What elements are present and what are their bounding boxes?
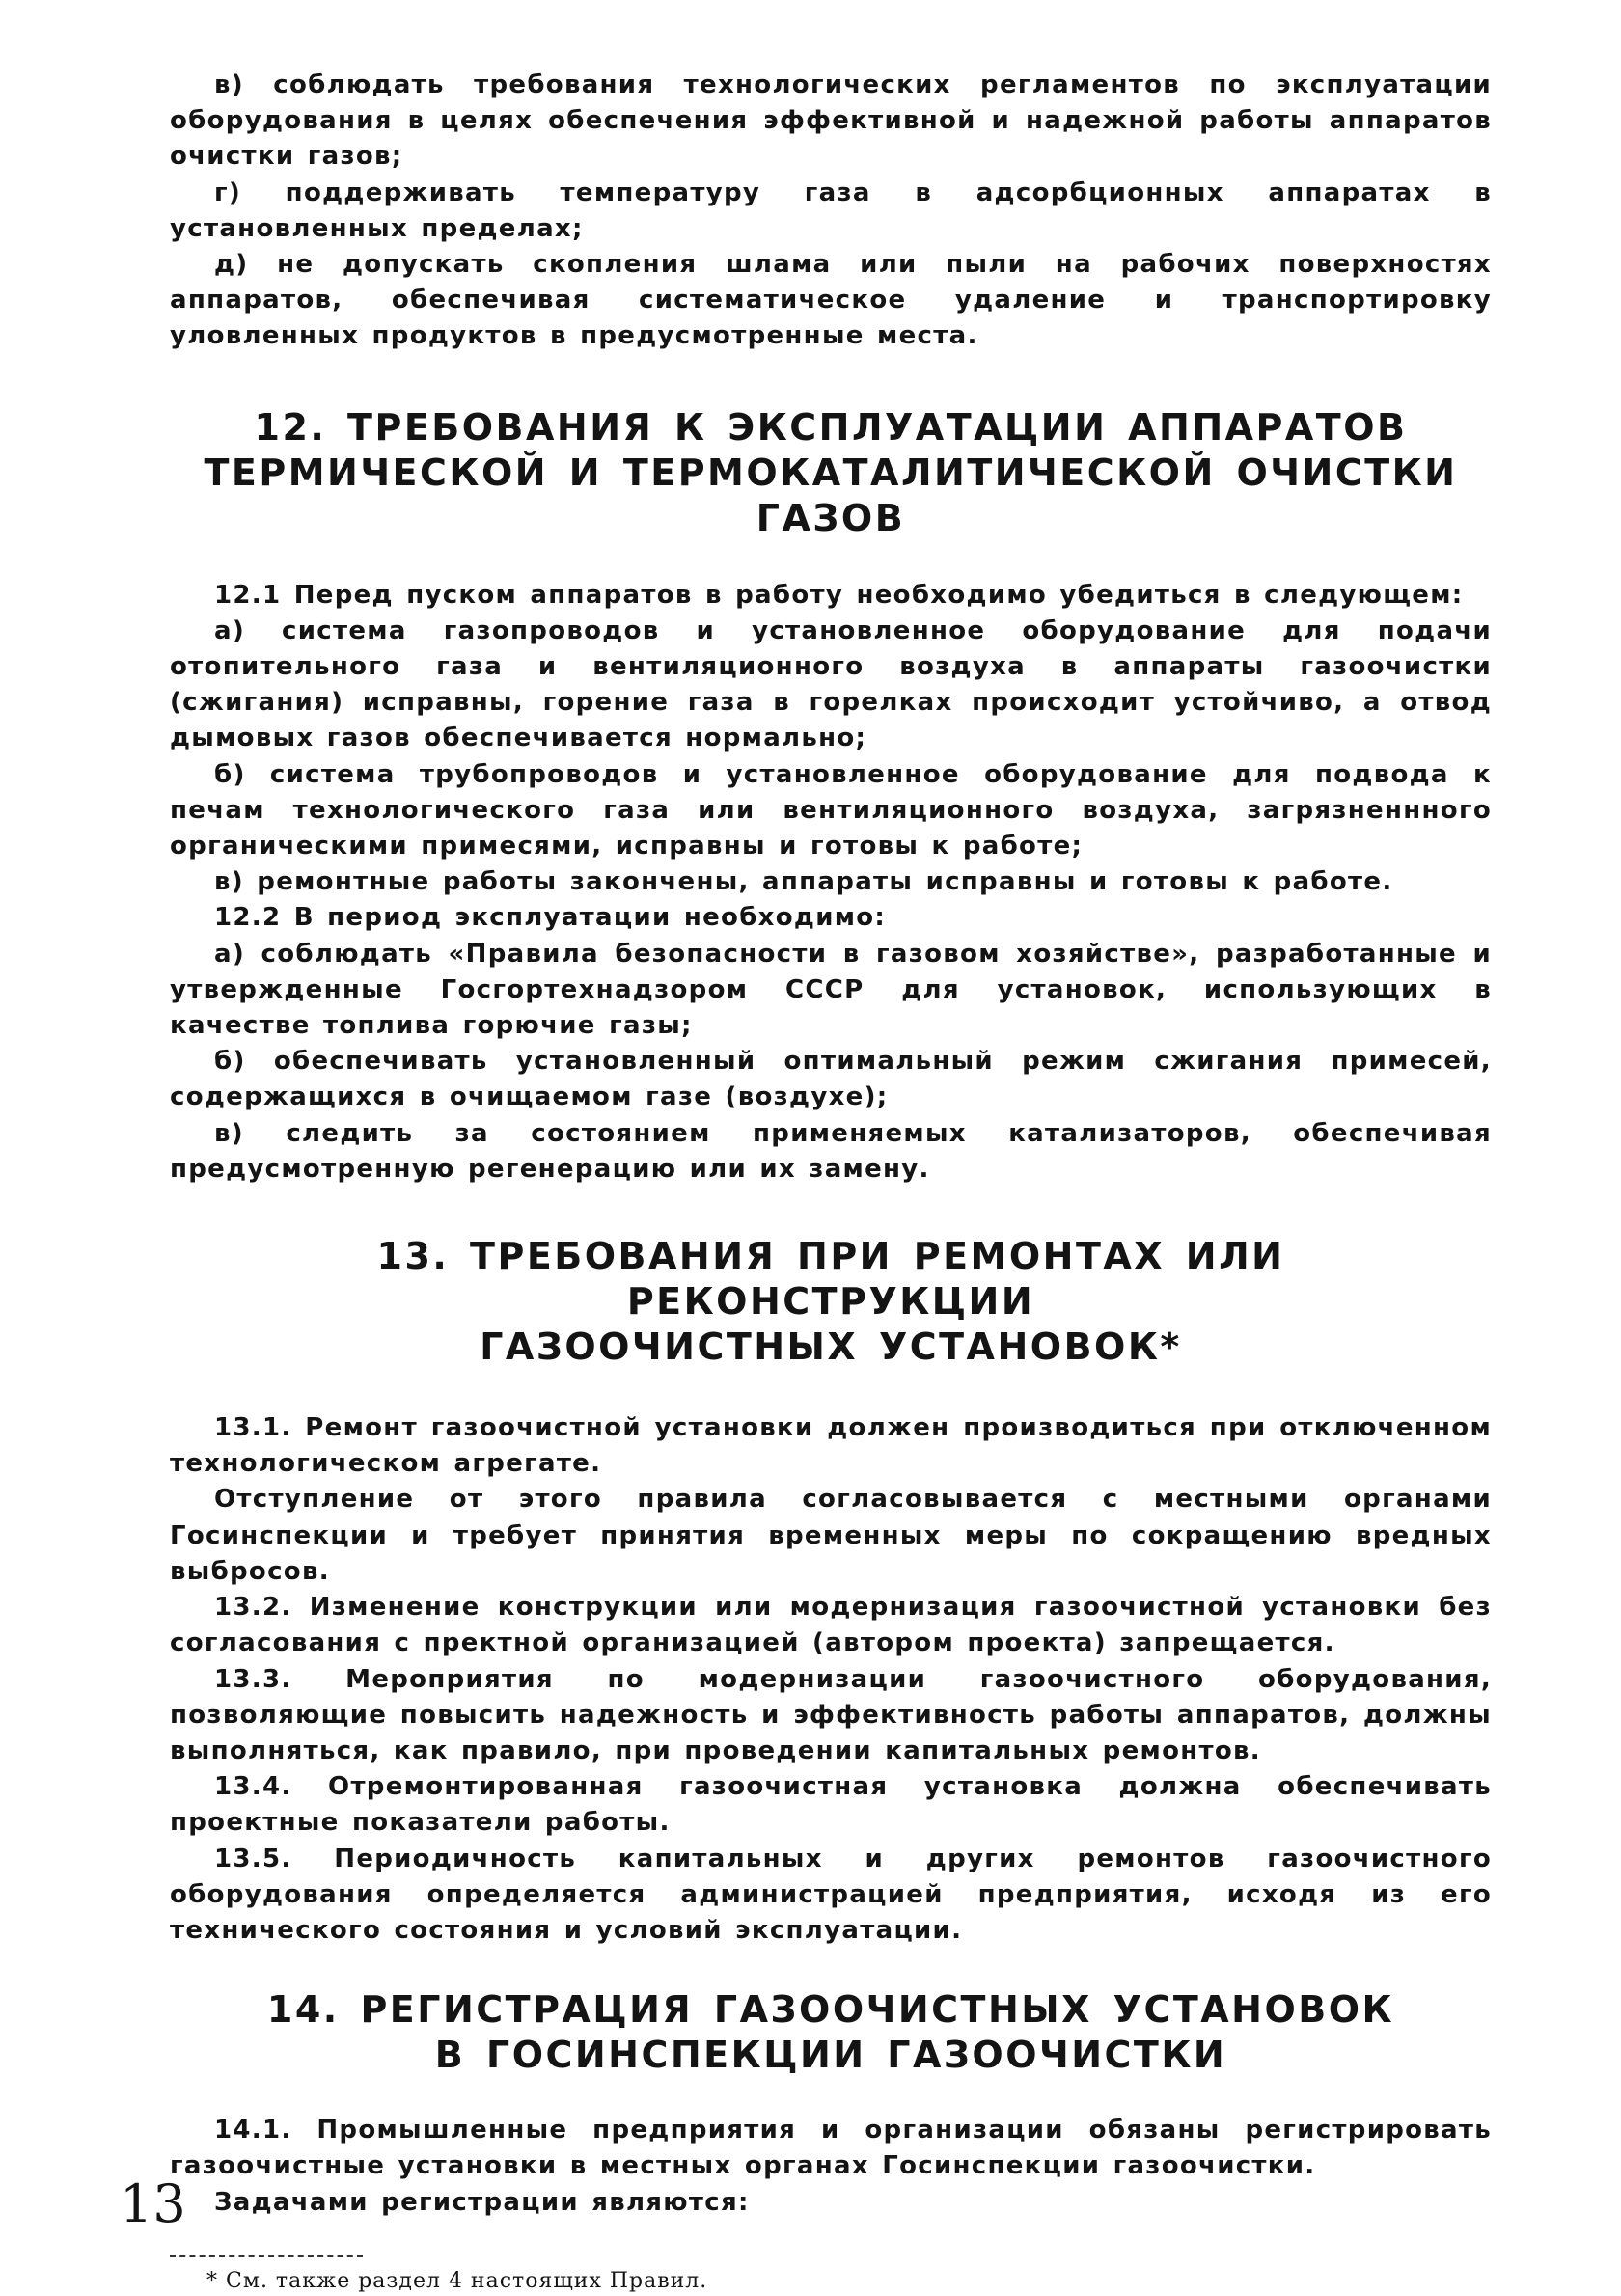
paragraph: в) соблюдать требования технологических регламентов по эксплуатации оборудования в целях обеспечения эффективной и надежной работы аппаратов очистки газов; (170, 70, 1492, 172)
paragraph: Отступление от этого правила согласовывается с местными органами Госинспекции и требует принятия временных меры по сокращению вредных выбросов. (170, 1485, 1492, 1586)
section-13-body (170, 1410, 1492, 1949)
footnote-divider (170, 2255, 363, 2257)
paragraph: б) обеспечивать установленный оптимальный режим сжигания примесей, содержащихся в очищаемом газе (воздухе); (170, 1047, 1492, 1112)
document-page (170, 68, 1492, 2296)
heading-line: 13. ТРЕБОВАНИЯ ПРИ РЕМОНТАХ ИЛИ РЕКОНСТРУКЦИИ (376, 1235, 1285, 1324)
paragraph: а) система газопроводов и установленное оборудование для подачи отопительного газа и вентиляционного воздуха в аппараты газоочистки (сжигания) исправны, горение газа в горелках происходит устойчиво, а отвод дымовых газов обеспечивается нормально; (170, 615, 1492, 753)
paragraph: 13.4. Отремонтированная газоочистная установка должна обеспечивать проектные показатели работы. (170, 1772, 1492, 1838)
top-list (170, 68, 1492, 355)
paragraph: 13.5. Периодичность капитальных и других ремонтов газоочистного оборудования определяется администрацией предприятия, исходя из его технического состояния и условий эксплуатации. (170, 1844, 1492, 1945)
footnote: * См. также раздел 4 настоящих Правил. (206, 2268, 708, 2293)
paragraph: г) поддерживать температуру газа в адсорбционных аппаратах в установленных пределах; (170, 178, 1492, 243)
paragraph: а) соблюдать «Правила безопасности в газовом хозяйстве», разработанные и утвержденные Госгортехнадзором СССР для установок, использующих в качестве топлива горючие газы; (170, 939, 1492, 1041)
heading-line: ГАЗООЧИСТНЫХ УСТАНОВОК* (480, 1326, 1182, 1369)
heading-line: 12. ТРЕБОВАНИЯ К ЭКСПЛУАТАЦИИ АППАРАТОВ (254, 405, 1408, 449)
paragraph: д) не допускать скопления шлама или пыли на рабочих поверхностях аппаратов, обеспечивая систематическое удаление и транспортировку уловленных продуктов в предусмотренные места. (170, 250, 1492, 351)
section-12-body (170, 578, 1492, 1188)
paragraph: б) система трубопроводов и установленное оборудование для подвода к печам технологического газа или вентиляционного воздуха, загрязненнного органическими примесями, исправны и готовы к работе; (170, 759, 1492, 861)
page-number: 13 (120, 2173, 186, 2234)
paragraph: 14.1. Промышленные предприятия и организации обязаны регистрировать газоочистные установки в местных органах Госинспекции газоочистки. (170, 2116, 1492, 2181)
heading-line: В ГОСИНСПЕКЦИИ ГАЗООЧИСТКИ (434, 2034, 1227, 2077)
section-13-heading (170, 1234, 1492, 1370)
section-14-body (170, 2113, 1492, 2221)
paragraph: 13.3. Мероприятия по модернизации газоочистного оборудования, позволяющие повысить надежность и эффективность работы аппаратов, должны выполняться, как правило, при проведении капитальных ремонтов. (170, 1664, 1492, 1765)
heading-line: ТЕРМИЧЕСКОЙ И ТЕРМОКАТАЛИТИЧЕСКОЙ ОЧИСТКИ ГАЗОВ (204, 451, 1458, 539)
paragraph: в) следить за состоянием применяемых катализаторов, обеспечивая предусмотренную регенерацию или их замену. (170, 1118, 1492, 1184)
paragraph: 12.1 Перед пуском аппаратов в работу необходимо убедиться в следующем: (214, 580, 1464, 610)
heading-line: 14. РЕГИСТРАЦИЯ ГАЗООЧИСТНЫХ УСТАНОВОК (266, 1988, 1395, 2032)
paragraph: в) ремонтные работы закончены, аппараты исправны и готовы к работе. (214, 867, 1393, 897)
paragraph: Задачами регистрации являются: (214, 2187, 750, 2217)
paragraph: 13.1. Ремонт газоочистной установки должен производиться при отключенном технологическом агрегате. (170, 1413, 1492, 1479)
paragraph: 12.2 В период эксплуатации необходимо: (214, 903, 887, 933)
section-14-heading (170, 1987, 1492, 2078)
section-12-heading (170, 405, 1492, 541)
paragraph: 13.2. Изменение конструкции или модернизация газоочистной установки без согласования с пректной организацией (автором проекта) запрещается. (170, 1593, 1492, 1658)
